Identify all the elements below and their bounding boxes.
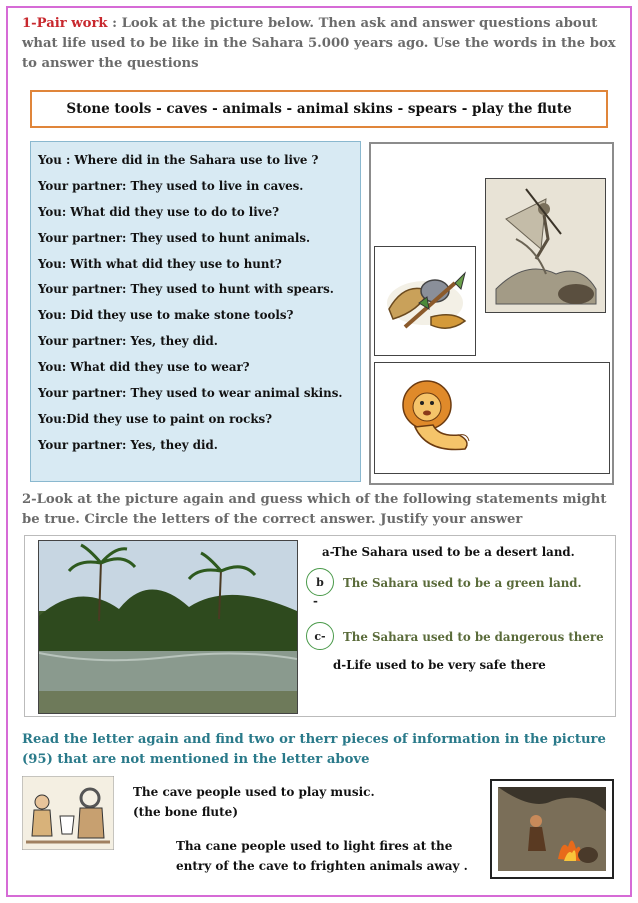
statement-d: d-Life used to be very safe there [333, 658, 546, 672]
answer-one-line1: The cave people used to play music. [133, 785, 375, 799]
hunters-picture [485, 178, 606, 313]
section1-instructions [22, 14, 622, 74]
stone-tools-picture [374, 246, 476, 356]
dialog-line: Your partner: Yes, they did. [38, 334, 218, 349]
oasis-landscape-picture [38, 540, 298, 714]
dialog-box [30, 141, 361, 482]
cave-fire-picture [490, 779, 614, 879]
dialog-line: You: What did they use to do to live? [38, 204, 280, 219]
dialog-line: Your partner: They used to live in caves. [38, 178, 304, 193]
dialog-line: You : Where did in the Sahara use to live ? [38, 153, 319, 167]
lion-picture [374, 362, 610, 474]
section3-instructions: Read the letter again and find two or therr pieces of information in the picture (95) that are not mentioned in the letter above [22, 732, 606, 767]
word-box: Stone tools - caves - animals - animal skins - spears - play the flute [30, 90, 608, 128]
statement-c: The Sahara used to be dangerous there [343, 630, 604, 644]
answer-one-line2: (the bone flute) [133, 805, 238, 819]
musicians-picture [22, 776, 114, 850]
dialog-line: You:Did they use to paint on rocks? [38, 411, 273, 426]
statement-b-dash: - [313, 594, 318, 608]
statement-a: a-The Sahara used to be a desert land. [322, 545, 575, 559]
dialog-line: You: With what did they use to hunt? [38, 256, 282, 271]
dialog-line: You: What did they use to wear? [38, 360, 250, 375]
statement-c-letter[interactable]: c- [306, 622, 334, 650]
section1-text: : Look at the picture below. Then ask and answer questions about what life used to be like in the Sahara 5.000 years ago. Use the words in the box to answer the questions [22, 16, 616, 71]
statement-b: The Sahara used to be a green land. [343, 576, 582, 590]
statement-b-letter[interactable]: b [306, 568, 334, 596]
section1-label: 1-Pair work [22, 16, 108, 31]
dialog-line: Your partner: They used to wear animal skins. [38, 386, 343, 401]
dialog-line: Your partner: They used to hunt animals. [38, 230, 311, 245]
dialog-line: Your partner: They used to hunt with spears. [38, 282, 334, 297]
dialog-line: Your partner: Yes, they did. [38, 437, 218, 452]
section2-instructions: 2-Look at the picture again and guess which of the following statements might be true. Circle the letters of the correct answer. Justify your answer [22, 492, 607, 527]
answer-two-line1: Tha cane people used to light fires at the [176, 839, 453, 853]
answer-two-line2: entry of the cave to frighten animals away . [176, 859, 468, 873]
dialog-line: You: Did they use to make stone tools? [38, 308, 294, 323]
